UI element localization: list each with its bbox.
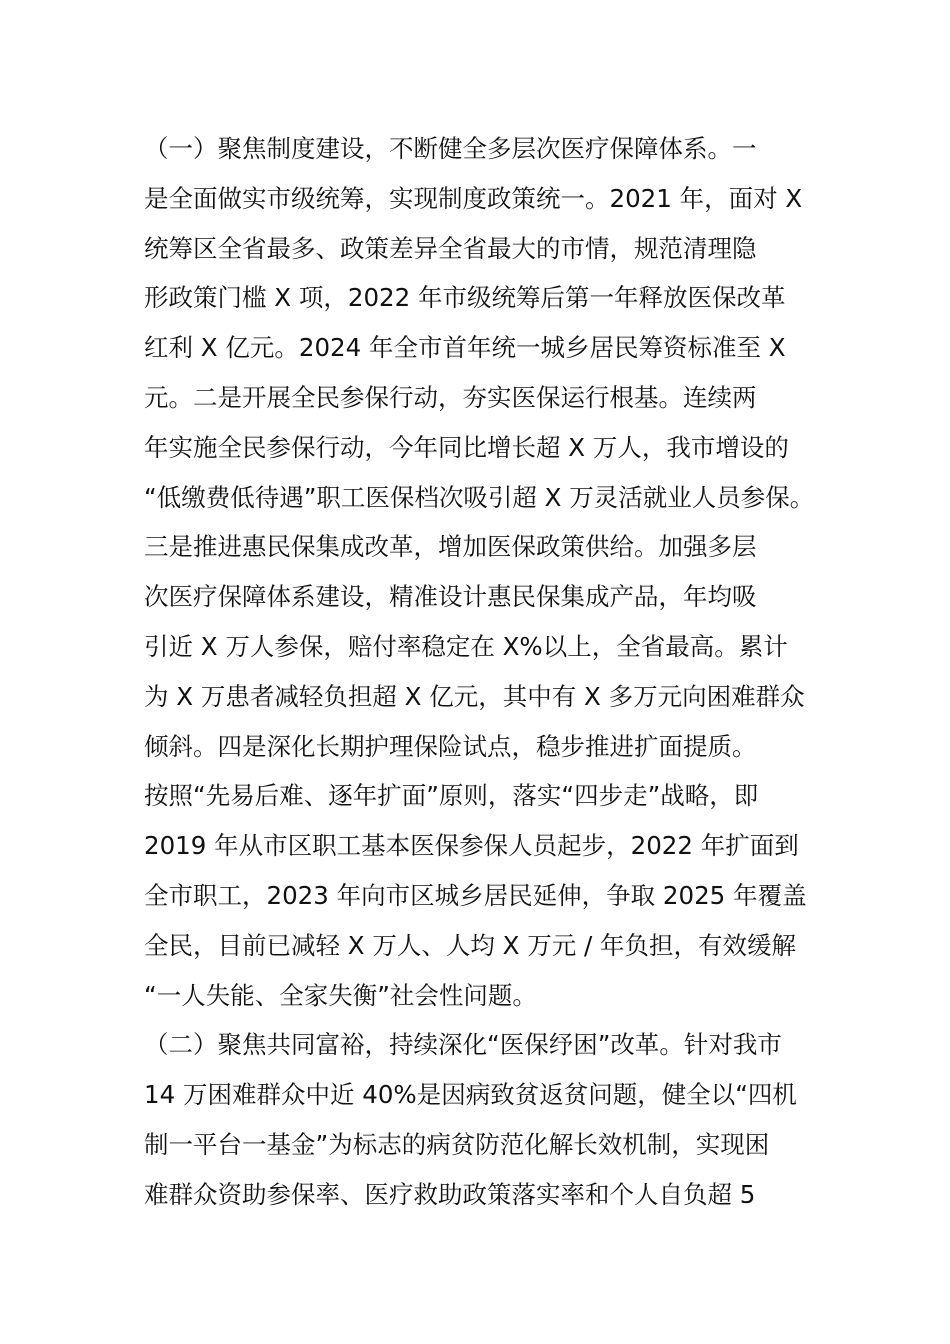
text-line: “低缴费低待遇”职工医保档次吸引超 X 万灵活就业人员参保。 — [144, 482, 815, 512]
text-line: 年实施全民参保行动，今年同比增长超 X 万人，我市增设的 — [144, 432, 789, 462]
text-line: 难群众资助参保率、医疗救助政策落实率和个人自负超 5 — [144, 1179, 756, 1209]
text-line: 制一平台一基金”为标志的病贫防范化解长效机制，实现困 — [144, 1129, 770, 1159]
text-line: 倾斜。四是深化长期护理保险试点，稳步推进扩面提质。 — [144, 731, 757, 761]
text-line: “一人失能、全家失衡”社会性问题。 — [144, 980, 537, 1010]
text-line: 14 万困难群众中近 40%是因病致贫返贫问题，健全以“四机 — [144, 1080, 797, 1110]
text-line: （二）聚焦共同富裕，持续深化“医保纾困”改革。针对我市 — [144, 1030, 782, 1060]
text-line: 引近 X 万人参保，赔付率稳定在 X%以上，全省最高。累计 — [144, 631, 788, 661]
text-line: 元。二是开展全民参保行动，夯实医保运行根基。连续两 — [144, 382, 757, 412]
text-line: 按照“先易后难、逐年扩面”原则，落实“四步走”战略，即 — [144, 781, 759, 811]
text-line: （一）聚焦制度建设，不断健全多层次医疗保障体系。一 — [144, 134, 757, 163]
text-line: 统筹区全省最多、政策差异全省最大的市情，规范清理隐 — [144, 233, 757, 263]
text-line: 是全面做实市级统筹，实现制度政策统一。2021 年，面对 X — [144, 183, 803, 213]
text-line: 全民，目前已减轻 X 万人、人均 X 万元 / 年负担，有效缓解 — [144, 930, 797, 960]
text-line: 次医疗保障体系建设，精准设计惠民保集成产品，年均吸 — [144, 582, 757, 612]
document-body — [144, 124, 824, 1220]
text-line: 三是推进惠民保集成改革，增加医保政策供给。加强多层 — [144, 532, 757, 562]
text-line: 全市职工，2023 年向市区城乡居民延伸，争取 2025 年覆盖 — [144, 880, 807, 910]
text-line: 形政策门槛 X 项，2022 年市级统筹后第一年释放医保改革 — [144, 283, 786, 313]
text-line: 为 X 万患者减轻负担超 X 亿元，其中有 X 多万元向困难群众 — [144, 681, 805, 711]
text-line: 2019 年从市区职工基本医保参保人员起步，2022 年扩面到 — [144, 831, 799, 861]
text-line: 红利 X 亿元。2024 年全市首年统一城乡居民筹资标准至 X — [144, 333, 786, 363]
